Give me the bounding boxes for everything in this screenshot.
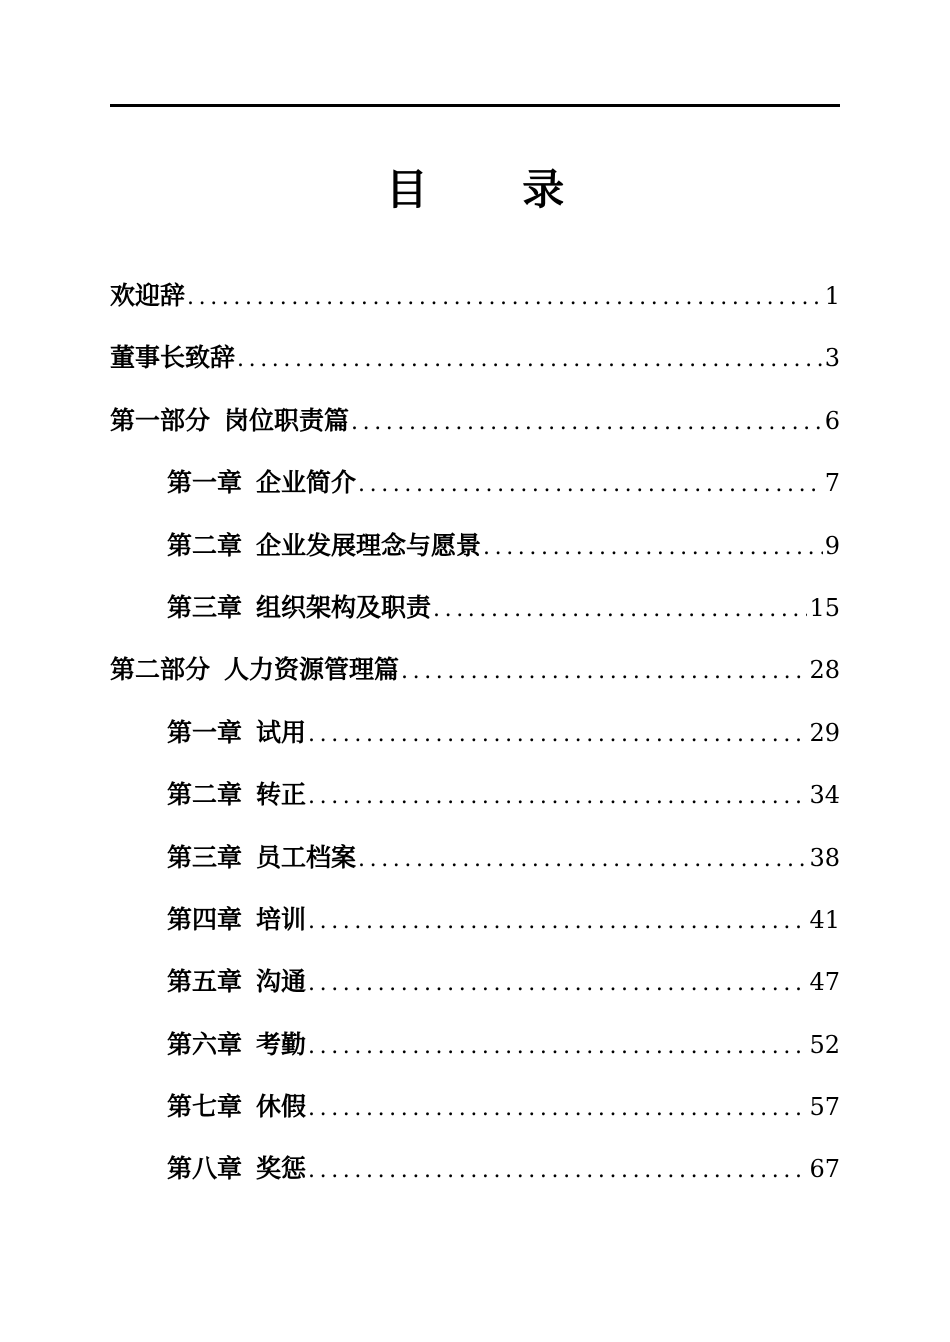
toc-dot-leader <box>308 1085 807 1133</box>
toc-entry-label <box>167 1021 306 1069</box>
toc-entry-page: 52 <box>809 1030 840 1059</box>
toc-entry-label <box>167 771 306 819</box>
toc-dot-leader <box>433 586 807 634</box>
toc-dot-leader <box>308 1147 807 1195</box>
toc-entry-page: 28 <box>809 656 840 685</box>
toc-entry[interactable] <box>110 1145 840 1207</box>
header-rule <box>110 104 840 107</box>
toc-dot-leader <box>358 461 823 509</box>
toc-entry-page: 67 <box>809 1155 840 1184</box>
toc-list <box>110 272 840 1208</box>
toc-entry-page: 41 <box>809 905 840 934</box>
toc-entry-page: 38 <box>809 843 840 872</box>
toc-entry-text: 沟通 <box>256 967 307 997</box>
toc-dot-leader <box>308 773 807 821</box>
toc-entry-label <box>167 459 356 507</box>
toc-entry-page: 7 <box>824 469 840 498</box>
toc-entry-text: 休假 <box>256 1092 307 1122</box>
toc-entry[interactable] <box>110 272 840 334</box>
toc-entry-prefix: 第三章 <box>167 842 243 872</box>
toc-entry-page: 34 <box>809 781 840 810</box>
toc-entry-prefix: 第二章 <box>167 780 243 810</box>
toc-entry[interactable] <box>110 771 840 833</box>
toc-entry[interactable] <box>110 459 840 521</box>
toc-entry-text: 欢迎辞 <box>110 281 186 310</box>
toc-dot-leader <box>358 836 807 884</box>
toc-dot-leader <box>401 648 807 696</box>
toc-entry-page: 1 <box>824 282 840 310</box>
toc-entry-text: 董事长致辞 <box>110 343 236 373</box>
toc-entry-label <box>167 958 306 1006</box>
toc-entry-label <box>110 397 349 445</box>
toc-dot-leader <box>351 399 823 447</box>
toc-entry-text: 员工档案 <box>256 842 357 872</box>
toc-entry-prefix: 第一章 <box>167 717 243 747</box>
toc-entry-text: 人力资源管理篇 <box>224 655 400 685</box>
toc-entry-text: 考勤 <box>256 1029 307 1059</box>
toc-entry-page: 47 <box>809 968 840 997</box>
toc-entry-prefix: 第六章 <box>167 1029 243 1059</box>
toc-entry-text: 岗位职责篇 <box>224 405 350 435</box>
toc-dot-leader <box>187 274 823 322</box>
toc-entry-label <box>110 334 235 382</box>
toc-entry[interactable] <box>110 334 840 396</box>
toc-entry-label <box>167 834 356 882</box>
toc-entry-page: 57 <box>809 1093 840 1122</box>
toc-entry-text: 转正 <box>256 780 307 810</box>
toc-entry-label <box>110 272 185 320</box>
toc-entry[interactable] <box>110 522 840 584</box>
toc-entry-prefix: 第八章 <box>167 1154 243 1184</box>
toc-entry-prefix: 第七章 <box>167 1092 243 1122</box>
toc-entry[interactable] <box>110 584 840 646</box>
toc-entry-label <box>167 1145 306 1193</box>
toc-entry-prefix: 第二章 <box>167 530 243 560</box>
toc-entry[interactable] <box>110 646 840 708</box>
toc-entry-prefix: 第一章 <box>167 468 243 498</box>
toc-dot-leader <box>308 898 807 946</box>
toc-entry[interactable] <box>110 896 840 958</box>
toc-entry-prefix: 第五章 <box>167 967 243 997</box>
toc-entry-text: 企业发展理念与愿景 <box>256 530 482 560</box>
toc-dot-leader <box>308 711 807 759</box>
toc-entry-page: 9 <box>824 531 840 560</box>
toc-dot-leader <box>483 524 823 572</box>
toc-entry-page: 3 <box>824 344 840 373</box>
toc-entry-prefix: 第二部分 <box>110 655 211 685</box>
toc-entry-prefix: 第四章 <box>167 904 243 934</box>
toc-entry-label <box>167 584 431 632</box>
toc-entry-page: 6 <box>824 406 840 435</box>
toc-dot-leader <box>308 960 807 1008</box>
toc-entry-label <box>110 646 399 694</box>
toc-entry-text: 企业简介 <box>256 468 357 498</box>
toc-entry[interactable] <box>110 397 840 459</box>
toc-dot-leader <box>308 1023 807 1071</box>
page-title: 目 录 <box>385 165 605 214</box>
toc-dot-leader <box>237 336 823 384</box>
toc-entry-label <box>167 709 306 757</box>
toc-entry[interactable] <box>110 1021 840 1083</box>
toc-entry-prefix: 第一部分 <box>110 405 211 435</box>
toc-entry-text: 组织架构及职责 <box>256 592 432 622</box>
toc-entry-page: 15 <box>809 593 840 622</box>
toc-entry-prefix: 第三章 <box>167 592 243 622</box>
toc-entry-label <box>167 896 306 944</box>
toc-entry-label <box>167 522 481 570</box>
toc-entry[interactable] <box>110 1083 840 1145</box>
toc-entry-text: 奖惩 <box>256 1154 307 1184</box>
toc-entry[interactable] <box>110 709 840 771</box>
toc-entry-text: 培训 <box>256 904 307 934</box>
toc-entry-page: 29 <box>809 718 840 747</box>
toc-entry[interactable] <box>110 958 840 1020</box>
toc-entry[interactable] <box>110 834 840 896</box>
toc-entry-label <box>167 1083 306 1131</box>
toc-entry-text: 试用 <box>256 717 307 747</box>
